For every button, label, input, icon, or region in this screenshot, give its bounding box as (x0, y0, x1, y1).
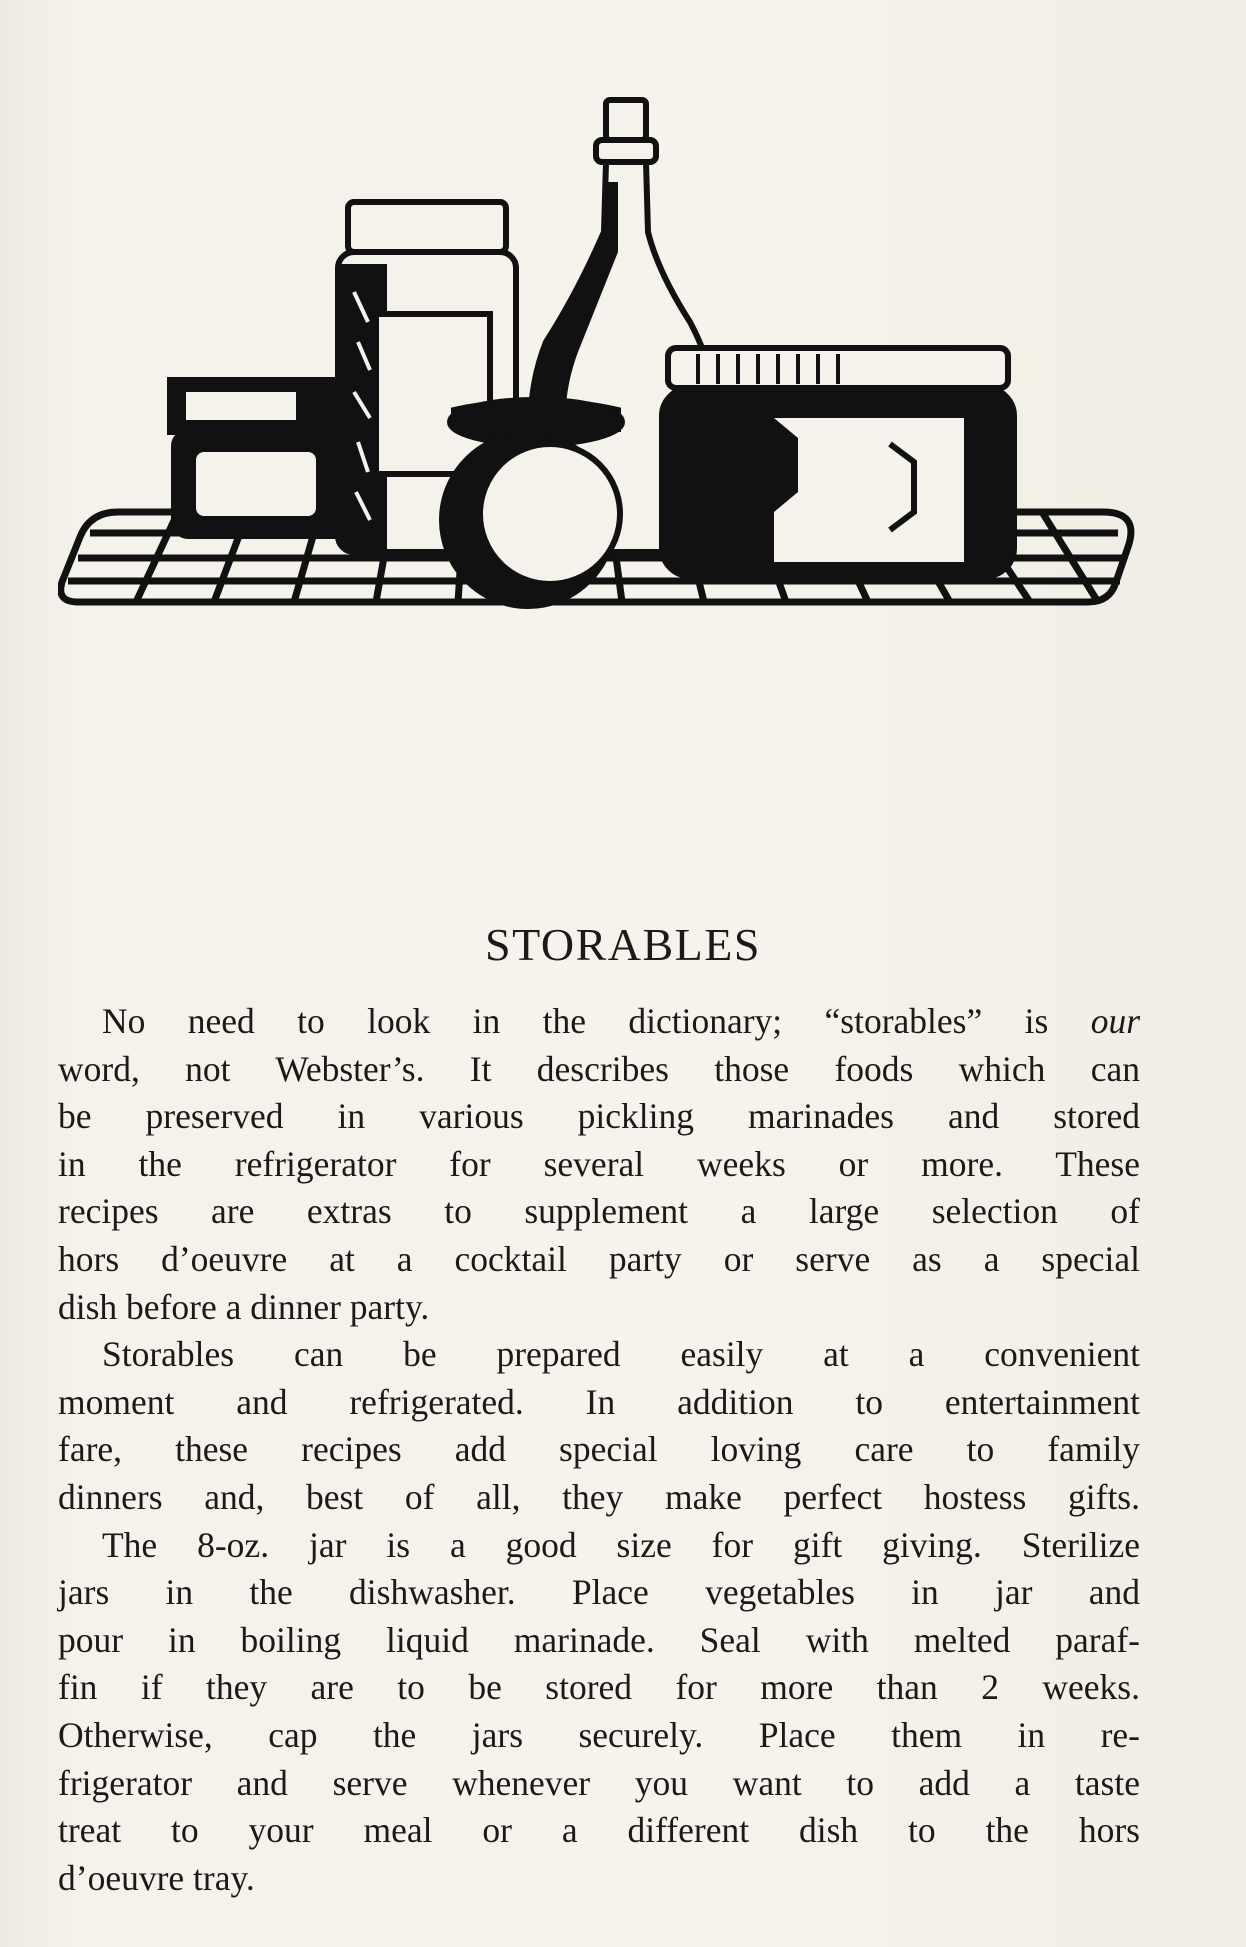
text-line: dinners and, best of all, they make perfect hostess gifts. (58, 1476, 1140, 1517)
text-line: jars in the dishwasher. Place vegetables in jar and (58, 1572, 1140, 1613)
text-line: d’oeuvre tray. (58, 1857, 255, 1898)
jars-and-bottle-on-rack-icon (58, 92, 1140, 640)
text-line: treat to your meal or a different dish to the hors (58, 1810, 1140, 1851)
paragraph-3 (58, 1522, 1140, 1903)
text-line: recipes are extras to supplement a large selection of (58, 1191, 1140, 1232)
text-line: dish before a dinner party. (58, 1286, 430, 1327)
text-line: Storables can be prepared easily at a convenient (102, 1334, 1140, 1375)
large-jar (662, 348, 1014, 576)
text-line: hors d’oeuvre at a cocktail party or serve as a special (58, 1238, 1140, 1279)
body-text (58, 998, 1140, 1902)
text-line: Otherwise, cap the jars securely. Place them in re- (58, 1714, 1140, 1755)
paragraph-1 (58, 998, 1140, 1331)
emphasized-word: our (1090, 1001, 1141, 1041)
text-line: word, not Webster’s. It describes those foods which can (58, 1048, 1140, 1089)
text-line: be preserved in various pickling marinades and stored (58, 1096, 1140, 1137)
round-pot (442, 400, 622, 606)
page-title: STORABLES (485, 919, 761, 970)
text-line: moment and refrigerated. In addition to entertainment (58, 1381, 1140, 1422)
text-line: pour in boiling liquid marinade. Seal with melted paraf- (58, 1619, 1140, 1660)
paragraph-2 (58, 1331, 1140, 1521)
text-line: frigerator and serve whenever you want to add a taste (58, 1762, 1140, 1803)
text-line: No need to look in the dictionary; “storables” is our (102, 1001, 1141, 1041)
text-line: in the refrigerator for several weeks or more. These (58, 1143, 1140, 1184)
text-line: The 8-oz. jar is a good size for gift giving. Sterilize (102, 1524, 1140, 1565)
text-line: fin if they are to be stored for more than 2 weeks. (58, 1667, 1140, 1708)
text-line: fare, these recipes add special loving care to family (58, 1429, 1140, 1470)
